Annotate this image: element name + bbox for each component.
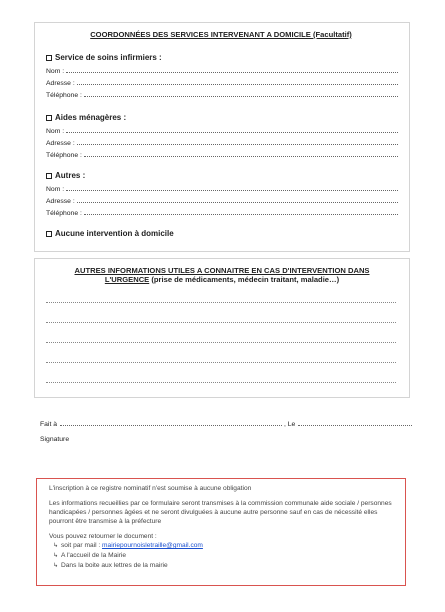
signature-label: Signature: [40, 436, 70, 443]
fait-a-field[interactable]: [60, 418, 282, 426]
notice-p3: Vous pouvez retourner le document :: [49, 533, 157, 540]
arrow-icon: ↳: [53, 553, 59, 559]
autres-adresse-field[interactable]: Adresse :: [46, 194, 398, 206]
soins-checkbox[interactable]: [46, 55, 52, 61]
info-line-2[interactable]: [46, 322, 396, 323]
notice-p2: Les informations recueillies par ce formulaire seront transmises à la commission communale aide sociale / personnes handicapées / personnes âgées et ne seront divulguées à aucune autre personne sauf en cas de nécessité elles pourront être transmise à la préfecture: [49, 500, 392, 525]
soins-adresse-field[interactable]: Adresse :: [46, 76, 398, 88]
autres-nom-field[interactable]: Nom :: [46, 182, 398, 194]
services-title: COORDONNÉES DES SERVICES INTERVENANT A DOMICILE (Facultatif): [90, 30, 352, 39]
fait-a-row: [40, 418, 412, 428]
soins-heading: Service de soins infirmiers :: [55, 53, 162, 62]
fait-a-label: Fait à: [40, 421, 57, 428]
notice-p1: L'inscription à ce registre nominatif n'est soumise à aucune obligation: [49, 485, 252, 492]
aucune-label: Aucune intervention à domicile: [55, 229, 174, 238]
soins-telephone-field[interactable]: Téléphone :: [46, 88, 398, 100]
aucune-checkbox[interactable]: [46, 231, 52, 237]
info-line-5[interactable]: [46, 382, 396, 383]
menageres-nom-field[interactable]: Nom :: [46, 124, 398, 136]
autres-infos-title: AUTRES INFORMATIONS UTILES A CONNAITRE EN CAS D'INTERVENTION DANS L'URGENCE (prise de médicaments, médecin traitant, maladie…): [74, 266, 370, 284]
autres-checkbox[interactable]: [46, 173, 52, 179]
arrow-icon: ↳: [53, 543, 59, 549]
menageres-heading: Aides ménagères :: [55, 113, 127, 122]
menageres-telephone-field[interactable]: Téléphone :: [46, 148, 398, 160]
email-link[interactable]: mairiepournoisletraille@gmail.com: [102, 542, 203, 549]
section-menageres: [46, 112, 398, 160]
autres-telephone-field[interactable]: Téléphone :: [46, 206, 398, 218]
section-soins: [46, 52, 398, 100]
notice-item-boite: ↳ Dans la boite aux lettres de la mairie: [53, 562, 168, 569]
info-line-4[interactable]: [46, 362, 396, 363]
info-line-3[interactable]: [46, 342, 396, 343]
le-label: , Le: [284, 421, 296, 428]
arrow-icon: ↳: [53, 563, 59, 569]
autres-heading: Autres :: [55, 171, 86, 180]
section-autres: [46, 170, 398, 218]
le-field[interactable]: [298, 418, 412, 426]
notice-box: [36, 478, 406, 586]
info-line-1[interactable]: [46, 302, 396, 303]
menageres-checkbox[interactable]: [46, 115, 52, 121]
notice-item-mail: ↳ soit par mail : mairiepournoisletraille@gmail.com: [53, 542, 203, 549]
notice-item-accueil: ↳ A l'accueil de la Mairie: [53, 552, 127, 559]
section-aucune: [46, 228, 398, 240]
soins-nom-field[interactable]: Nom :: [46, 64, 398, 76]
menageres-adresse-field[interactable]: Adresse :: [46, 136, 398, 148]
